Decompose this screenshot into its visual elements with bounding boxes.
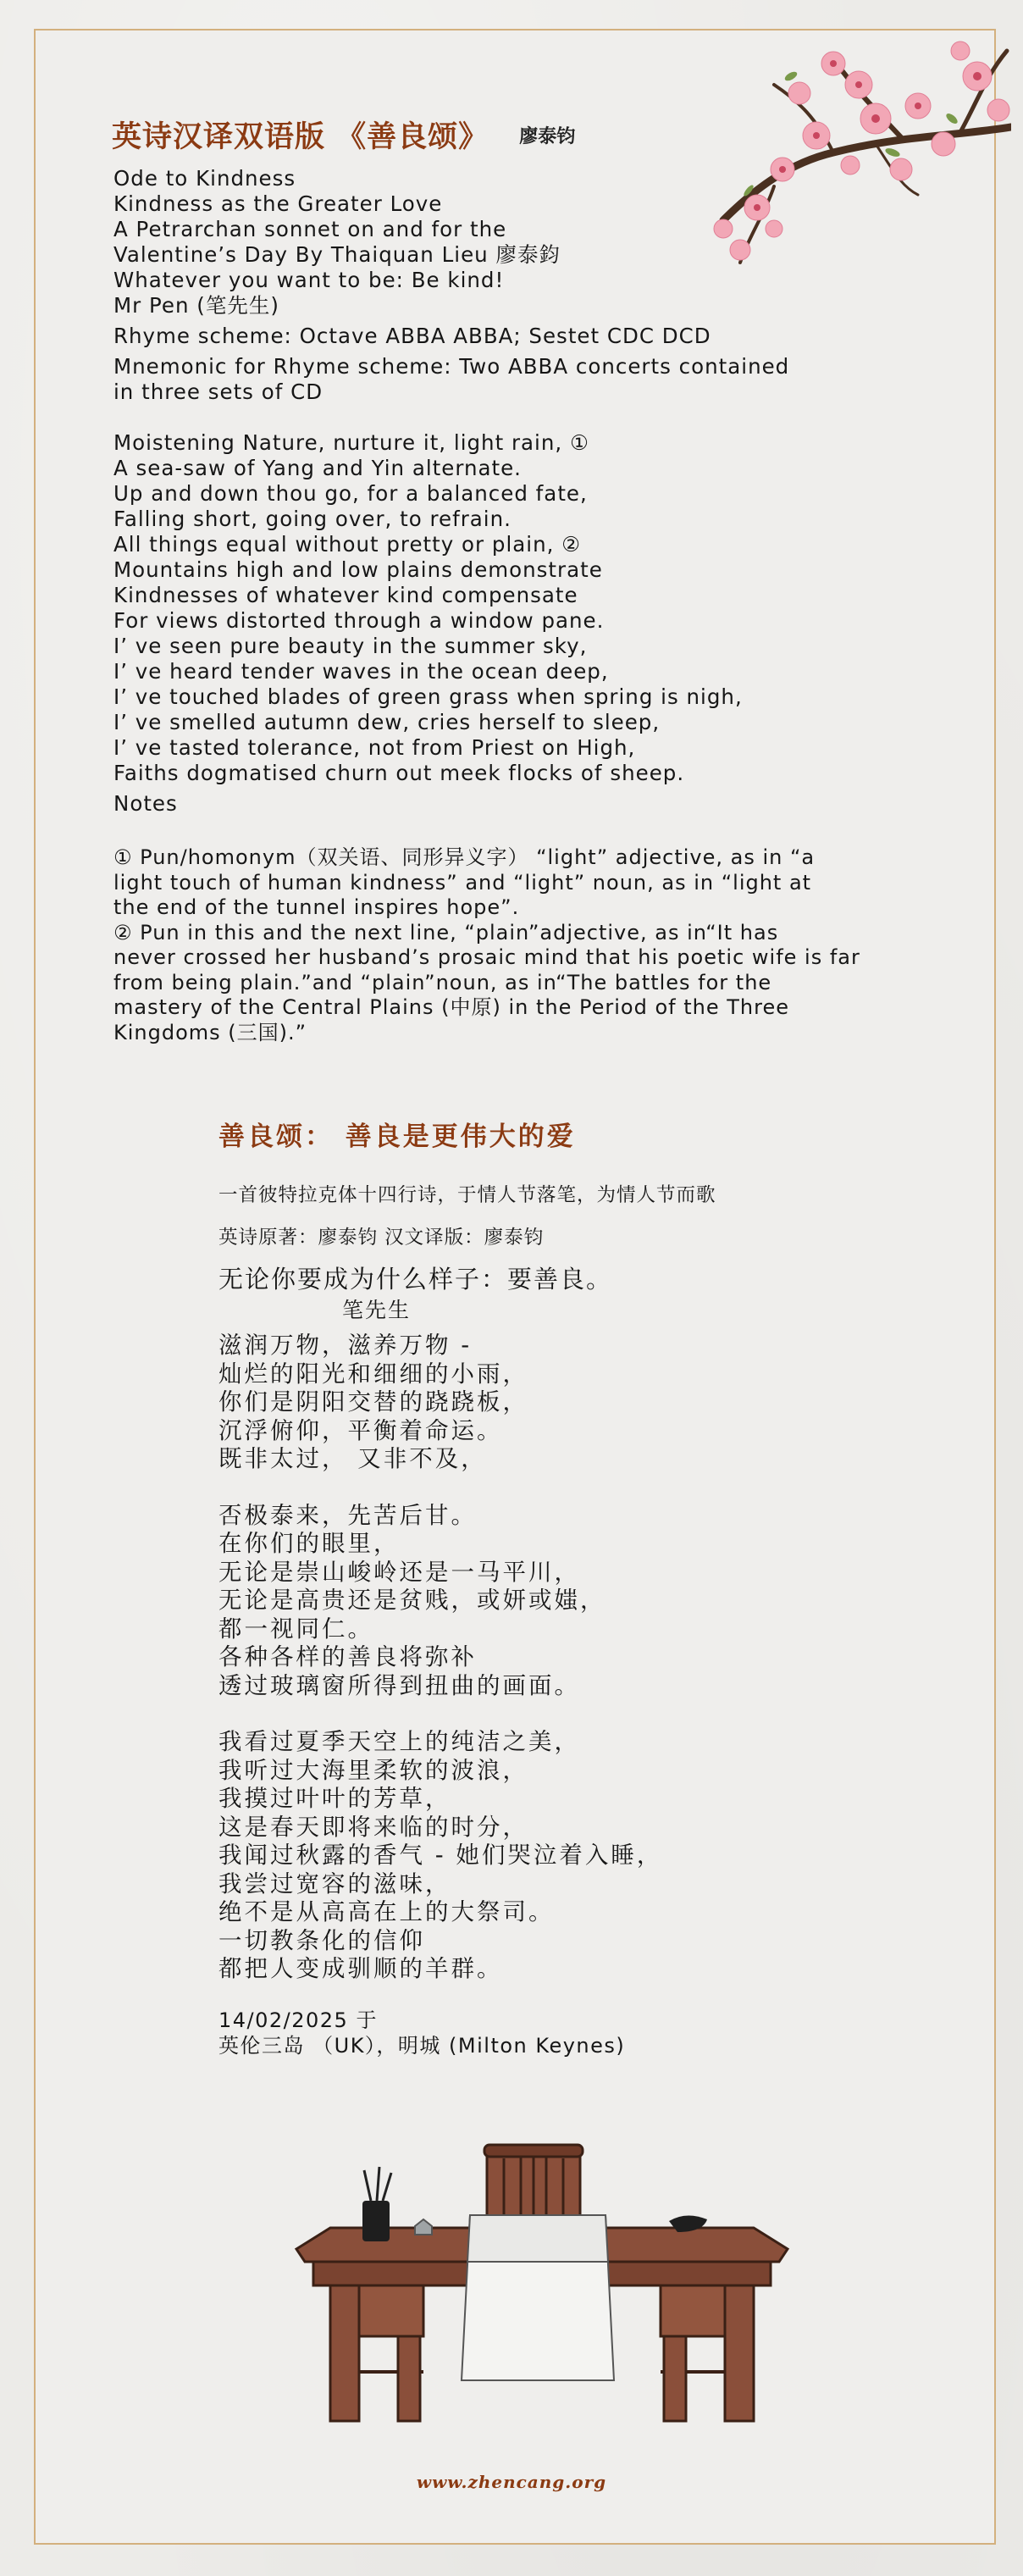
poem-line: 都一视同仁。 xyxy=(218,1615,373,1643)
site-url: www.zhencang.org xyxy=(416,2472,607,2492)
poem-line: For views distorted through a window pane. xyxy=(113,608,605,633)
note-line: the end of the tunnel inspires hope”. xyxy=(113,895,520,919)
poem-line: Up and down thou go, for a balanced fate, xyxy=(113,481,588,506)
poem-line: 我摸过叶叶的芳草， xyxy=(218,1785,451,1812)
chinese-title: 善良颂： 善良是更伟大的爱 xyxy=(218,1122,576,1152)
poem-line: 我闻过秋露的香气 - 她们哭泣着入睡， xyxy=(218,1842,663,1869)
poem-line: 否极泰来，先苦后甘。 xyxy=(218,1501,477,1529)
page-title: 英诗汉译双语版 《善良颂》 xyxy=(112,119,489,154)
intro-line: A Petrarchan sonnet on and for the xyxy=(113,217,507,241)
poem-line: 都把人变成驯顺的羊群。 xyxy=(218,1955,503,1982)
poem-line: 沉浮俯仰，平衡着命运。 xyxy=(218,1416,503,1444)
notes xyxy=(113,845,960,1045)
intro-line: Kindness as the Greater Love xyxy=(113,191,443,216)
chinese-section xyxy=(218,1183,964,2058)
poem-line: 既非太过， 又非不及， xyxy=(218,1445,487,1472)
date-line: 14/02/2025 于 xyxy=(218,2008,378,2032)
header xyxy=(112,114,575,156)
poem-line: A sea-saw of Yang and Yin alternate. xyxy=(113,456,522,480)
note-line: ② Pun in this and the next line, “plain”adjective, as in“It has xyxy=(113,920,779,945)
chinese-motto: 无论你要成为什么样子：要善良。 xyxy=(218,1265,613,1294)
brush-pot-icon xyxy=(362,2167,391,2241)
chinese-credits: 英诗原著：廖泰钧 汉文译版：廖泰钧 xyxy=(218,1227,545,1249)
desk-illustration xyxy=(279,2092,805,2431)
notes-heading: Notes xyxy=(113,791,178,816)
poem-line: 你们是阴阳交替的跷跷板， xyxy=(218,1388,528,1415)
intro-line: Mr Pen (笔先生) xyxy=(113,293,279,318)
poem-line: 一切教条化的信仰 xyxy=(218,1926,425,1954)
english-section xyxy=(113,166,960,1045)
poem-line: Kindnesses of whatever kind compensate xyxy=(113,583,578,607)
chinese-stanza-2 xyxy=(218,1502,964,1701)
note-line: ① Pun/homonym（双关语、同形异义字） “light” adjective, as in “a xyxy=(113,845,816,869)
poem-line: I’ ve heard tender waves in the ocean deep, xyxy=(113,659,609,684)
chinese-subtitle: 一首彼特拉克体十四行诗，于情人节落笔，为情人节而歌 xyxy=(218,1184,716,1206)
poem-line: Falling short, going over, to refrain. xyxy=(113,507,512,531)
chinese-penname: 笔先生 xyxy=(342,1298,412,1322)
note-line: mastery of the Central Plains (中原) in the Period of the Three xyxy=(113,995,789,1019)
note-line: from being plain.”and “plain”noun, as in“The battles for the xyxy=(113,970,772,994)
poem-line: 在你们的眼里， xyxy=(218,1530,400,1557)
poem-line: 灿烂的阳光和细细的小雨， xyxy=(218,1360,528,1388)
poem-line: I’ ve seen pure beauty in the summer sky, xyxy=(113,634,588,658)
poem-line: I’ ve tasted tolerance, not from Priest on High, xyxy=(113,735,636,760)
rhyme-scheme xyxy=(113,324,960,405)
poem-line: Moistening Nature, nurture it, light rain, ① xyxy=(113,430,589,455)
poem-line: Faiths dogmatised churn out meek flocks of sheep. xyxy=(113,761,685,785)
scheme-line: Mnemonic for Rhyme scheme: Two ABBA concerts contained xyxy=(113,354,790,379)
note-line: Kingdoms (三国).” xyxy=(113,1020,307,1044)
date-place xyxy=(218,2008,964,2058)
poem-line: 我听过大海里柔软的波浪， xyxy=(218,1756,528,1784)
poem-line: All things equal without pretty or plain, ② xyxy=(113,532,582,557)
poem-line: 我看过夏季天空上的纯洁之美， xyxy=(218,1728,580,1755)
poem-line: 滋润万物，滋养万物 - xyxy=(218,1332,473,1359)
poem-line: I’ ve smelled autumn dew, cries herself to sleep, xyxy=(113,710,661,734)
poem-line: 绝不是从高高在上的大祭司。 xyxy=(218,1898,555,1925)
note-line: light touch of human kindness” and “light” noun, as in “light at xyxy=(113,870,812,895)
poem-line: 各种各样的善良将弥补 xyxy=(218,1643,477,1670)
scheme-line: Rhyme scheme: Octave ABBA ABBA; Sestet CDC DCD xyxy=(113,324,711,348)
scheme-line: in three sets of CD xyxy=(113,379,323,404)
poem-line: Mountains high and low plains demonstrate xyxy=(113,557,603,582)
poem-line: 无论是高贵还是贫贱，或妍或媸， xyxy=(218,1587,606,1614)
poem-line: 无论是崇山峻岭还是一马平川， xyxy=(218,1558,580,1586)
intro-line: Ode to Kindness xyxy=(113,166,296,191)
poem-line: 我尝过宽容的滋味， xyxy=(218,1870,451,1897)
poem-line: 透过玻璃窗所得到扭曲的画面。 xyxy=(218,1671,580,1699)
intro-line: Whatever you want to be: Be kind! xyxy=(113,268,505,292)
place-line: 英伦三岛 （UK），明城 (Milton Keynes) xyxy=(218,2033,626,2058)
english-poem xyxy=(113,430,960,786)
poem-line: I’ ve touched blades of green grass when spring is nigh, xyxy=(113,684,743,709)
english-intro xyxy=(113,166,960,319)
chinese-stanza-1 xyxy=(218,1332,964,1474)
title-author: 廖泰钧 xyxy=(519,125,576,147)
chinese-stanza-3 xyxy=(218,1728,964,1984)
intro-line: Valentine’s Day By Thaiquan Lieu 廖泰鈞 xyxy=(113,242,561,267)
poem-line: 这是春天即将来临的时分， xyxy=(218,1813,528,1841)
note-line: never crossed her husband’s prosaic mind that his poetic wife is far xyxy=(113,945,860,969)
